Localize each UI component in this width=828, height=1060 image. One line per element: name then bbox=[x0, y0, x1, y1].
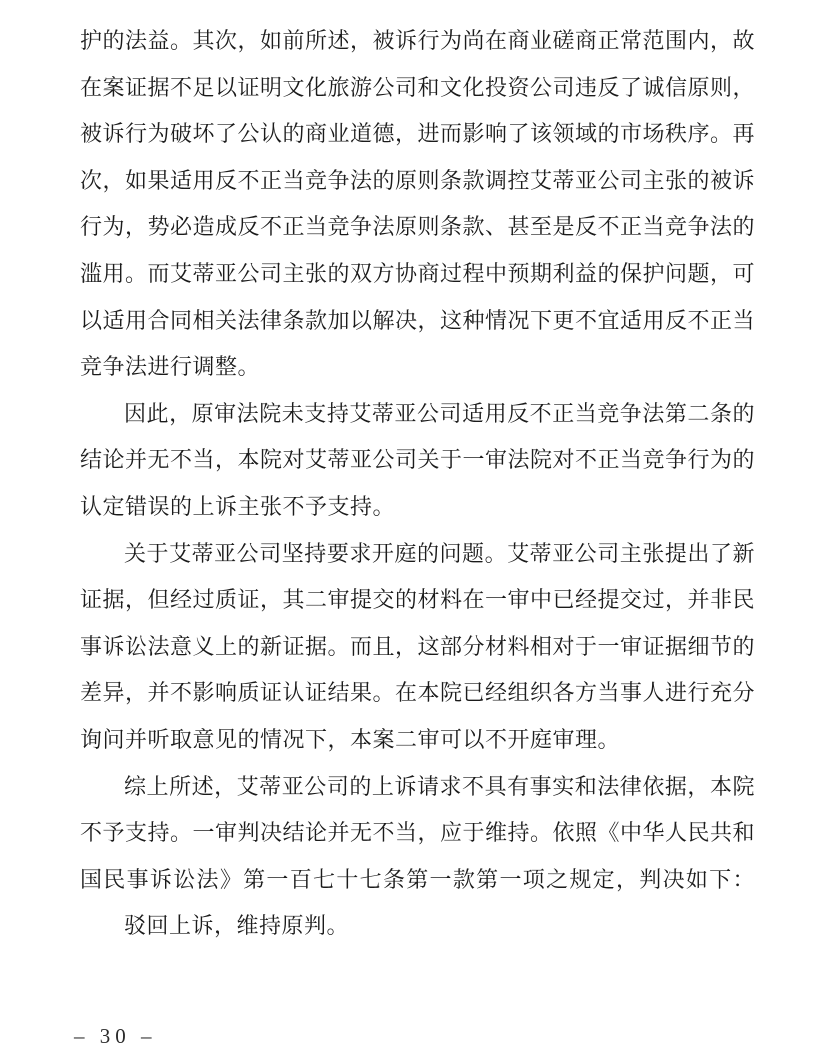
text-line: 事诉讼法意义上的新证据。而且，这部分材料相对于一审证据细节的 bbox=[80, 633, 756, 659]
text-line: 次，如果适用反不正当竞争法的原则条款调控艾蒂亚公司主张的被诉 bbox=[80, 167, 756, 193]
text-line: 护的法益。其次，如前所述，被诉行为尚在商业磋商正常范围内，故 bbox=[80, 28, 756, 53]
text-line: 关于艾蒂亚公司坚持要求开庭的问题。艾蒂亚公司主张提出了新 bbox=[124, 540, 755, 566]
text-line: 认定错误的上诉主张不予支持。 bbox=[80, 493, 396, 519]
document-body bbox=[80, 18, 755, 950]
text-line: 国民事诉讼法》第一百七十七条第一款第一项之规定，判决如下： bbox=[80, 866, 755, 892]
text-line: 证据，但经过质证，其二审提交的材料在一审中已经提交过，并非民 bbox=[80, 587, 756, 613]
text-line: 滥用。而艾蒂亚公司主张的双方协商过程中预期利益的保护问题，可 bbox=[80, 260, 756, 286]
text-line: 行为，势必造成反不正当竞争法原则条款、甚至是反不正当竞争法的 bbox=[80, 214, 756, 240]
text-line: 驳回上诉，维持原判。 bbox=[124, 913, 350, 939]
text-line: 综上所述，艾蒂亚公司的上诉请求不具有事实和法律依据，本院 bbox=[124, 773, 755, 799]
text-line: 以适用合同相关法律条款加以解决，这种情况下更不宜适用反不正当 bbox=[80, 307, 756, 333]
text-line: 因此，原审法院未支持艾蒂亚公司适用反不正当竞争法第二条的 bbox=[124, 400, 755, 426]
text-line: 差异，并不影响质证认证结果。在本院已经组织各方当事人进行充分 bbox=[80, 680, 756, 706]
text-line: 在案证据不足以证明文化旅游公司和文化投资公司违反了诚信原则， bbox=[80, 74, 756, 100]
text-line: 竞争法进行调整。 bbox=[80, 354, 261, 380]
text-line: 结论并无不当，本院对艾蒂亚公司关于一审法院对不正当竞争行为的 bbox=[80, 447, 756, 473]
text-line: 不予支持。一审判决结论并无不当，应于维持。依照《中华人民共和 bbox=[80, 820, 756, 846]
text-line: 询问并听取意见的情况下，本案二审可以不开庭审理。 bbox=[80, 726, 621, 752]
text-line: 被诉行为破坏了公认的商业道德，进而影响了该领域的市场秩序。再 bbox=[80, 121, 756, 147]
page-number: – 30 – bbox=[74, 1024, 157, 1048]
